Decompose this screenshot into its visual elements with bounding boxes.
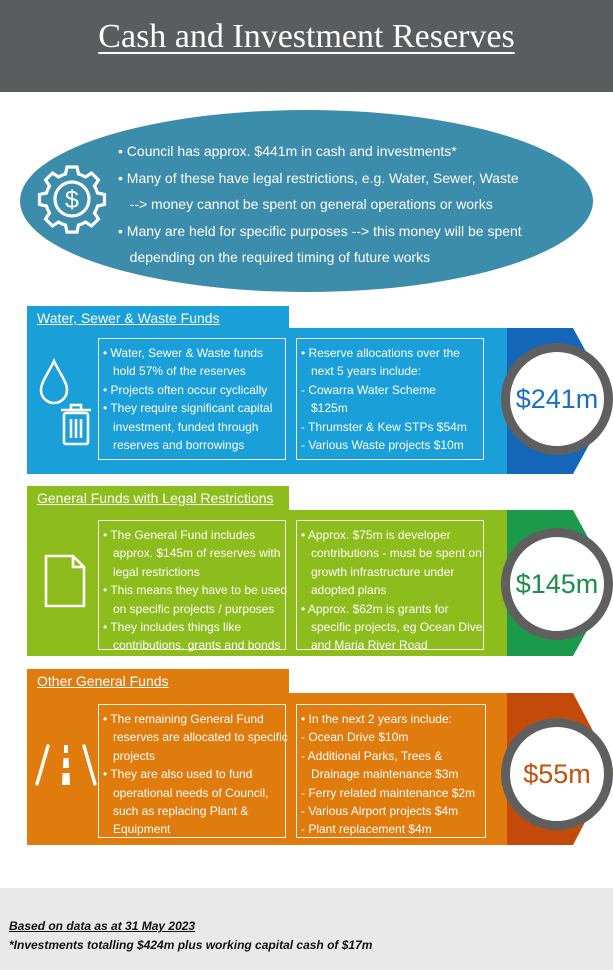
- info-line: • They are also used to fund: [103, 767, 253, 782]
- allocation-line: • Approx. $62m is grants for: [301, 601, 449, 616]
- allocation-line: $125m: [301, 401, 348, 416]
- info-line: • The remaining General Fund: [103, 712, 264, 726]
- general-funds-title: General Funds with Legal Restrictions: [27, 486, 289, 510]
- info-line: Equipment: [103, 822, 171, 837]
- allocation-line: - Cowarra Water Scheme: [301, 382, 436, 397]
- info-line: approx. $145m of reserves with: [103, 546, 281, 561]
- other-funds-info-box: [98, 704, 286, 838]
- road-icon: [34, 743, 98, 787]
- water-funds-info-box: [98, 338, 286, 460]
- document-icon: [43, 553, 87, 609]
- allocation-line: - Various Waste projects $10m: [301, 438, 464, 453]
- info-line: projects: [103, 748, 156, 763]
- allocation-line: - Various Airport projects $4m: [301, 804, 459, 819]
- data-date-note: Based on data as at 31 May 2023: [9, 919, 196, 933]
- general-funds-amount: $145m: [501, 528, 613, 640]
- allocation-line: - Thrumster & Kew STPs $54m: [301, 419, 467, 434]
- allocation-line: contributions - must be spent on: [301, 546, 482, 561]
- info-line: • Water, Sewer & Waste funds: [103, 346, 264, 360]
- info-line: investment, funded through: [103, 419, 259, 434]
- allocation-line: - Additional Parks, Trees &: [301, 748, 443, 763]
- summary-line: • Many are held for specific purposes --> this money will be spent: [118, 222, 522, 239]
- info-line: contributions, grants and bonds: [103, 638, 281, 653]
- info-line: • Projects often occur cyclically: [103, 382, 268, 397]
- summary-line: • Council has approx. $441m in cash and investments*: [118, 143, 457, 159]
- info-line: such as replacing Plant &: [103, 804, 249, 819]
- allocation-line: and Maria River Road: [301, 638, 428, 653]
- info-line: • They require significant capital: [103, 401, 273, 416]
- general-funds-allocations-box: [296, 520, 484, 653]
- summary-text: [118, 138, 558, 271]
- allocation-line: - Ferry related maintenance $2m: [301, 785, 476, 800]
- other-funds-allocations-box: [296, 704, 486, 838]
- general-funds-info-box: [98, 520, 288, 653]
- info-line: reserves are allocated to specific: [103, 730, 288, 745]
- allocation-line: • Reserve allocations over the: [301, 346, 460, 360]
- info-line: legal restrictions: [103, 564, 200, 579]
- allocation-line: • Approx. $75m is developer: [301, 528, 451, 542]
- info-line: • They includes things like: [103, 620, 242, 635]
- allocation-line: - Ocean Drive $10m: [301, 730, 409, 745]
- water-funds-amount: $241m: [501, 343, 613, 455]
- allocation-line: • In the next 2 years include:: [301, 712, 452, 726]
- summary-line: depending on the required timing of future works: [118, 249, 431, 265]
- allocation-line: specific projects, eg Ocean Dive: [301, 620, 483, 635]
- info-line: on specific projects / purposes: [103, 601, 275, 616]
- dollar-gear-icon: [36, 163, 108, 235]
- allocation-line: Drainage maintenance $3m: [301, 767, 459, 782]
- water-drop-icon: [36, 358, 72, 406]
- svg-text:$: $: [65, 186, 79, 214]
- water-funds-title: Water, Sewer & Waste Funds: [27, 306, 289, 330]
- info-line: hold 57% of the reserves: [103, 364, 246, 379]
- investments-footnote: *Investments totalling $424m plus working capital cash of $17m: [9, 938, 373, 952]
- info-line: • The General Fund includes: [103, 528, 256, 542]
- summary-line: • Many of these have legal restrictions, e.g. Water, Sewer, Waste: [118, 169, 519, 186]
- summary-line: --> money cannot be spent on general operations or works: [118, 196, 493, 212]
- allocation-line: growth infrastructure under: [301, 564, 455, 579]
- allocation-line: next 5 years include:: [301, 364, 422, 379]
- water-funds-allocations-box: [296, 338, 484, 460]
- other-funds-amount: $55m: [501, 718, 613, 830]
- trash-bin-icon: [60, 403, 92, 447]
- page-title: Cash and Investment Reserves: [98, 18, 515, 55]
- allocation-line: adopted plans: [301, 583, 387, 598]
- info-line: • This means they have to be used: [103, 583, 288, 598]
- info-line: operational needs of Council,: [103, 785, 269, 800]
- allocation-line: - Plant replacement $4m: [301, 822, 432, 837]
- other-funds-title: Other General Funds: [27, 669, 289, 693]
- info-line: reserves and borrowings: [103, 438, 245, 453]
